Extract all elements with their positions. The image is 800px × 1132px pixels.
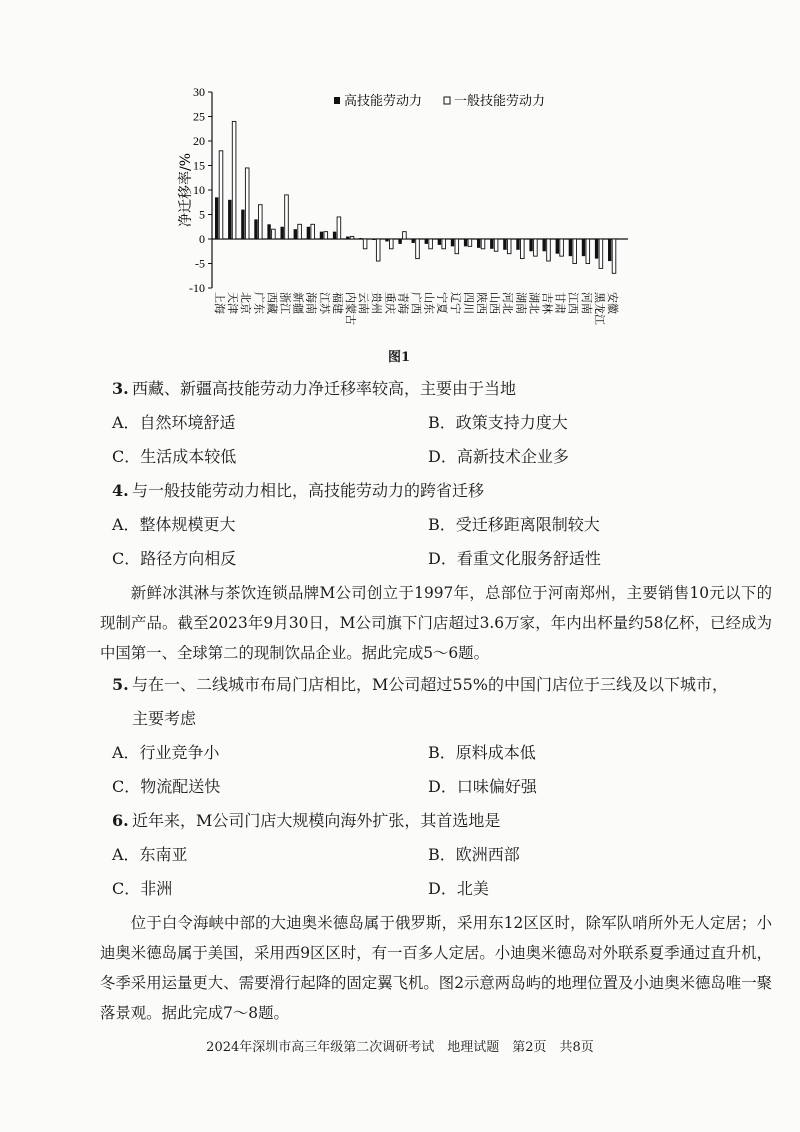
bar-general-skill-8 — [324, 232, 328, 239]
questions — [100, 372, 772, 1028]
bar-high-skill-21 — [490, 239, 493, 249]
bar-high-skill-29 — [595, 239, 598, 259]
category-label: 天津 — [226, 292, 240, 314]
bar-general-skill-4 — [272, 229, 276, 239]
legend-label-general-skill: 一般技能劳动力 — [454, 94, 546, 109]
bar-general-skill-2 — [245, 168, 249, 239]
category-label: 吉林 — [540, 292, 554, 314]
y-axis-label: 净迁移率/% — [178, 152, 194, 228]
category-label: 重庆 — [383, 292, 397, 314]
y-tick-label: -10 — [189, 281, 205, 295]
category-label: 江苏 — [317, 292, 331, 314]
category-label: 新疆 — [291, 292, 305, 314]
bar-high-skill-28 — [582, 239, 585, 256]
question-5-stem: 5. 与在一、二线城市布局门店相比，M公司超过55%的中国门店位于三线及以下城市， — [112, 675, 728, 694]
y-tick-label: -5 — [195, 256, 205, 271]
bar-general-skill-11 — [363, 239, 367, 249]
category-label: 山西 — [488, 292, 502, 314]
q6-option-c[interactable]: C．非洲 — [112, 879, 173, 898]
category-label: 北京 — [239, 292, 253, 314]
bar-general-skill-21 — [494, 239, 498, 251]
bar-general-skill-1 — [232, 121, 236, 239]
category-label: 海南 — [304, 292, 318, 314]
bar-general-skill-26 — [560, 239, 564, 256]
legend-swatch-high-skill — [334, 97, 340, 104]
category-label: 湖南 — [514, 292, 528, 314]
category-label: 贵州 — [370, 292, 384, 314]
category-label: 河北 — [501, 292, 515, 314]
category-label: 宁夏 — [435, 292, 449, 314]
category-label: 山东 — [422, 292, 436, 314]
question-4-options-row2 — [112, 542, 772, 576]
q5-option-b[interactable]: B．原料成本低 — [428, 743, 536, 762]
bar-general-skill-7 — [311, 224, 315, 239]
bar-general-skill-14 — [403, 232, 407, 239]
bar-high-skill-18 — [451, 239, 454, 246]
bar-general-skill-25 — [547, 239, 551, 261]
bar-general-skill-27 — [573, 239, 577, 264]
category-label: 云南 — [357, 292, 371, 314]
q6-option-b[interactable]: B．欧洲西部 — [428, 845, 520, 864]
bar-general-skill-0 — [219, 151, 223, 239]
bar-general-skill-15 — [416, 239, 420, 259]
y-tick-label: 20 — [193, 134, 205, 148]
question-6-options-row1 — [112, 838, 772, 872]
figure-caption: 图1 — [388, 350, 411, 365]
bar-general-skill-18 — [455, 239, 459, 254]
q4-option-b[interactable]: B．受迁移距离限制较大 — [428, 515, 600, 534]
question-5-stem-cont: 主要考虑 — [132, 709, 197, 728]
bar-high-skill-22 — [503, 239, 506, 250]
bar-high-skill-10 — [346, 237, 349, 239]
bar-high-skill-16 — [425, 239, 428, 244]
category-label: 内蒙古 — [344, 292, 357, 325]
q5-option-d[interactable]: D．口味偏好强 — [428, 777, 537, 796]
bar-high-skill-9 — [333, 232, 336, 239]
bar-general-skill-16 — [429, 239, 433, 249]
y-tick-label: 15 — [193, 158, 205, 173]
category-label: 辽宁 — [448, 292, 462, 314]
question-4-options-row1 — [112, 508, 772, 542]
q4-option-a[interactable]: A．整体规模更大 — [112, 515, 236, 534]
y-tick-label: 10 — [193, 183, 205, 197]
bar-high-skill-0 — [215, 197, 218, 239]
question-3-options-row2 — [112, 440, 772, 474]
bar-high-skill-4 — [267, 224, 270, 239]
q3-option-b[interactable]: B．政策支持力度大 — [428, 413, 568, 432]
bar-general-skill-3 — [259, 205, 263, 239]
bar-high-skill-20 — [477, 239, 480, 248]
category-label: 广东 — [252, 292, 266, 314]
category-label: 黑龙江 — [592, 292, 606, 325]
category-label: 湖北 — [527, 292, 541, 314]
q4-option-c[interactable]: C．路径方向相反 — [112, 549, 237, 568]
question-5-options-row2 — [112, 770, 772, 804]
bar-general-skill-12 — [376, 239, 380, 261]
bar-high-skill-24 — [529, 239, 532, 251]
bar-general-skill-6 — [298, 224, 302, 239]
bar-high-skill-14 — [398, 239, 401, 244]
passage-diomede-islands: 位于白令海峡中部的大迪奥米德岛属于俄罗斯，采用东12区区时，除军队哨所外无人定居；小迪奥米德岛属于美国，采用西9区区时，有一百多人定居。小迪奥米德岛对外联系夏季通过直升机，冬季采用运量更大、需要滑行起降的固定翼飞机。图2示意两岛屿的地理位置及小迪奥米德岛唯一聚落景观。据此完成7～8题。 — [100, 914, 772, 1022]
bar-high-skill-30 — [608, 239, 611, 261]
bar-high-skill-2 — [241, 210, 244, 239]
bar-general-skill-23 — [521, 239, 525, 259]
bar-high-skill-26 — [556, 239, 559, 254]
bar-general-skill-24 — [534, 239, 538, 256]
q6-option-d[interactable]: D．北美 — [428, 879, 489, 898]
bar-general-skill-29 — [599, 239, 603, 268]
category-label: 四川 — [461, 292, 475, 314]
bar-high-skill-1 — [228, 200, 231, 239]
q6-option-a[interactable]: A．东南亚 — [112, 845, 188, 864]
bar-general-skill-5 — [285, 195, 289, 239]
legend-swatch-general-skill — [444, 97, 450, 104]
category-label: 上海 — [213, 292, 226, 314]
net-migration-chart — [170, 76, 640, 361]
page-footer: 2024年深圳市高三年级第二次调研考试 地理试题 第2页 共8页 — [206, 1040, 594, 1055]
bar-general-skill-9 — [337, 217, 341, 239]
q5-option-c[interactable]: C．物流配送快 — [112, 777, 221, 796]
y-tick-label: 5 — [199, 207, 205, 222]
bar-general-skill-19 — [468, 239, 472, 246]
y-tick-label: 0 — [199, 232, 205, 246]
y-tick-label: 30 — [193, 85, 205, 99]
bar-general-skill-17 — [442, 239, 446, 249]
q5-option-a[interactable]: A．行业竞争小 — [112, 743, 220, 762]
question-6-stem: 6. 近年来，M公司门店大规模向海外扩张，其首选地是 — [112, 811, 501, 830]
q3-option-a[interactable]: A．自然环境舒适 — [112, 413, 236, 432]
category-label: 浙江 — [278, 292, 292, 314]
bar-general-skill-20 — [481, 239, 485, 249]
bar-general-skill-22 — [507, 239, 511, 254]
category-label: 甘肃 — [553, 292, 567, 314]
q4-option-d[interactable]: D．看重文化服务舒适性 — [428, 549, 601, 568]
category-label: 江西 — [566, 292, 580, 314]
category-label: 广西 — [409, 292, 423, 314]
bar-general-skill-28 — [586, 239, 590, 264]
bar-high-skill-13 — [385, 239, 388, 241]
bar-high-skill-19 — [464, 239, 467, 246]
figure-1 — [170, 76, 640, 361]
bar-general-skill-10 — [350, 237, 354, 239]
category-label: 福建 — [330, 292, 344, 314]
bar-high-skill-7 — [307, 227, 310, 239]
bar-high-skill-15 — [412, 239, 415, 243]
category-label: 安徽 — [606, 292, 619, 314]
bar-high-skill-12 — [372, 239, 375, 240]
bar-high-skill-8 — [320, 232, 323, 239]
bar-general-skill-30 — [612, 239, 616, 273]
question-6-options-row2 — [112, 872, 772, 906]
bar-high-skill-5 — [281, 227, 284, 239]
bar-general-skill-13 — [390, 239, 394, 249]
bar-high-skill-25 — [543, 239, 546, 251]
category-label: 陕西 — [475, 292, 488, 314]
bar-high-skill-27 — [569, 239, 572, 256]
y-tick-label: 25 — [193, 109, 205, 124]
question-5-options-row1 — [112, 736, 772, 770]
legend-label-high-skill: 高技能劳动力 — [344, 94, 423, 109]
category-label: 西藏 — [265, 292, 279, 314]
passage-m-company: 新鲜冰淇淋与茶饮连锁品牌M公司创立于1997年，总部位于河南郑州，主要销售10元以下的现制产品。截至2023年9月30日，M公司旗下门店超过3.6万家，年内出杯量约58亿杯，已经成为中国第一、全球第二的现制饮品企业。据此完成5～6题。 — [100, 584, 772, 662]
question-3-stem: 3. 西藏、新疆高技能劳动力净迁移率较高，主要由于当地 — [112, 379, 517, 398]
bar-high-skill-17 — [438, 239, 441, 245]
category-label: 河南 — [579, 292, 593, 314]
q3-option-c[interactable]: C．生活成本较低 — [112, 447, 237, 466]
question-3-options-row1 — [112, 406, 772, 440]
bar-high-skill-23 — [516, 239, 519, 250]
bar-high-skill-6 — [294, 229, 297, 239]
category-label: 青海 — [396, 292, 410, 314]
bar-high-skill-11 — [359, 238, 362, 239]
q3-option-d[interactable]: D．高新技术企业多 — [428, 447, 569, 466]
bar-high-skill-3 — [254, 219, 257, 239]
question-4-stem: 4. 与一般技能劳动力相比，高技能劳动力的跨省迁移 — [112, 481, 485, 500]
